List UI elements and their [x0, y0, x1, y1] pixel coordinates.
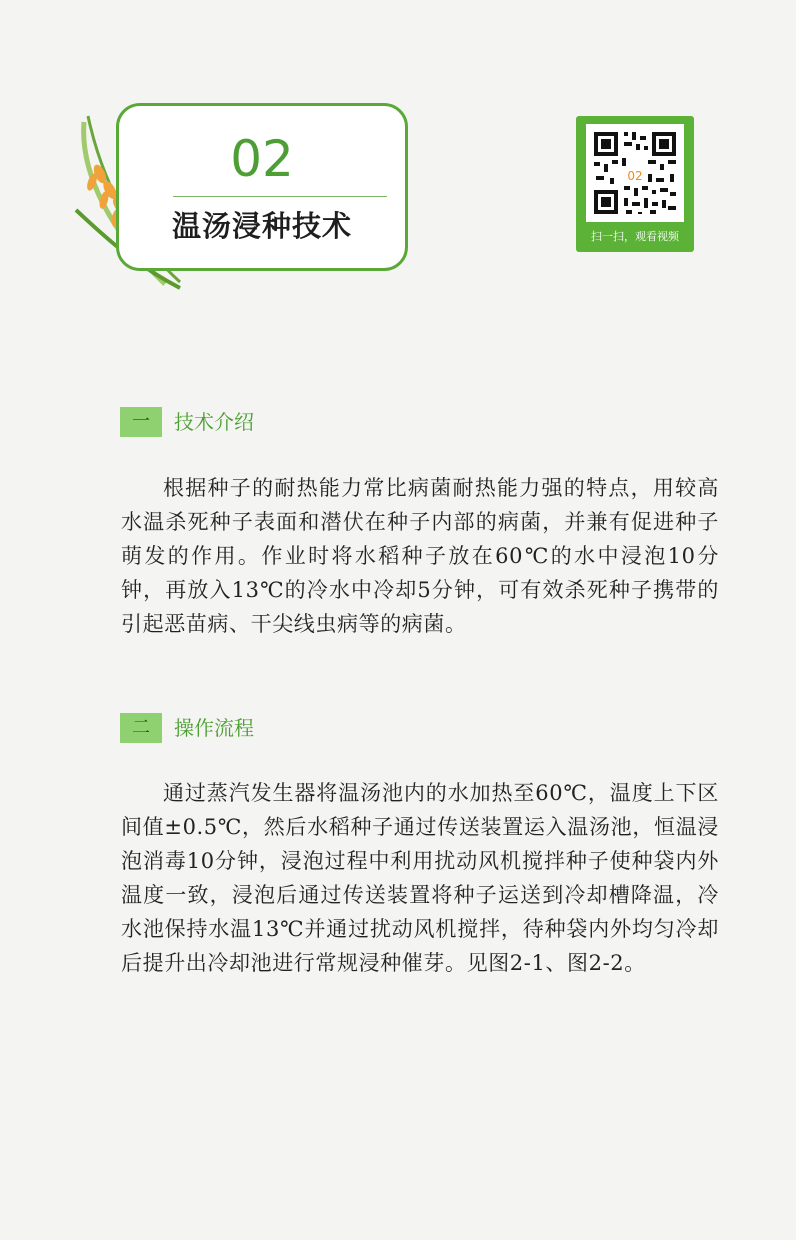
- qr-caption: 扫一扫，观看视频: [591, 230, 679, 243]
- qr-code-icon[interactable]: [586, 124, 684, 222]
- chapter-number: 02: [230, 130, 294, 188]
- paragraph-process: 通过蒸汽发生器将温汤池内的水加热至60℃，温度上下区间值±0.5℃，然后水稻种子通过传送装置运入温汤池，恒温浸泡消毒10分钟，浸泡过程中利用扰动风机搅拌种子使种袋内外温度一致，浸泡后通过传送装置将种子运送到冷却槽降温，冷水池保持水温13℃并通过扰动风机搅拌，待种袋内外均匀冷却后提升出冷却池进行常规浸种催芽。见图2-1、图2-2。: [121, 781, 719, 975]
- qr-pattern: [586, 124, 684, 222]
- qr-center-label: 02: [627, 169, 643, 183]
- chapter-divider: [173, 196, 387, 197]
- section-badge: 一: [120, 407, 162, 437]
- chapter-header: [116, 103, 408, 271]
- section-title: 操作流程: [174, 716, 254, 740]
- section-title: 技术介绍: [174, 410, 254, 434]
- chapter-title: 温汤浸种技术: [171, 209, 352, 243]
- qr-card[interactable]: [576, 116, 694, 252]
- section-badge: 二: [120, 713, 162, 743]
- paragraph-intro: 根据种子的耐热能力常比病菌耐热能力强的特点，用较高水温杀死种子表面和潜伏在种子内部的病菌，并兼有促进种子萌发的作用。作业时将水稻种子放在60℃的水中浸泡10分钟，再放入13℃的冷水中冷却5分钟，可有效杀死种子携带的引起恶苗病、干尖线虫病等的病菌。: [121, 476, 719, 636]
